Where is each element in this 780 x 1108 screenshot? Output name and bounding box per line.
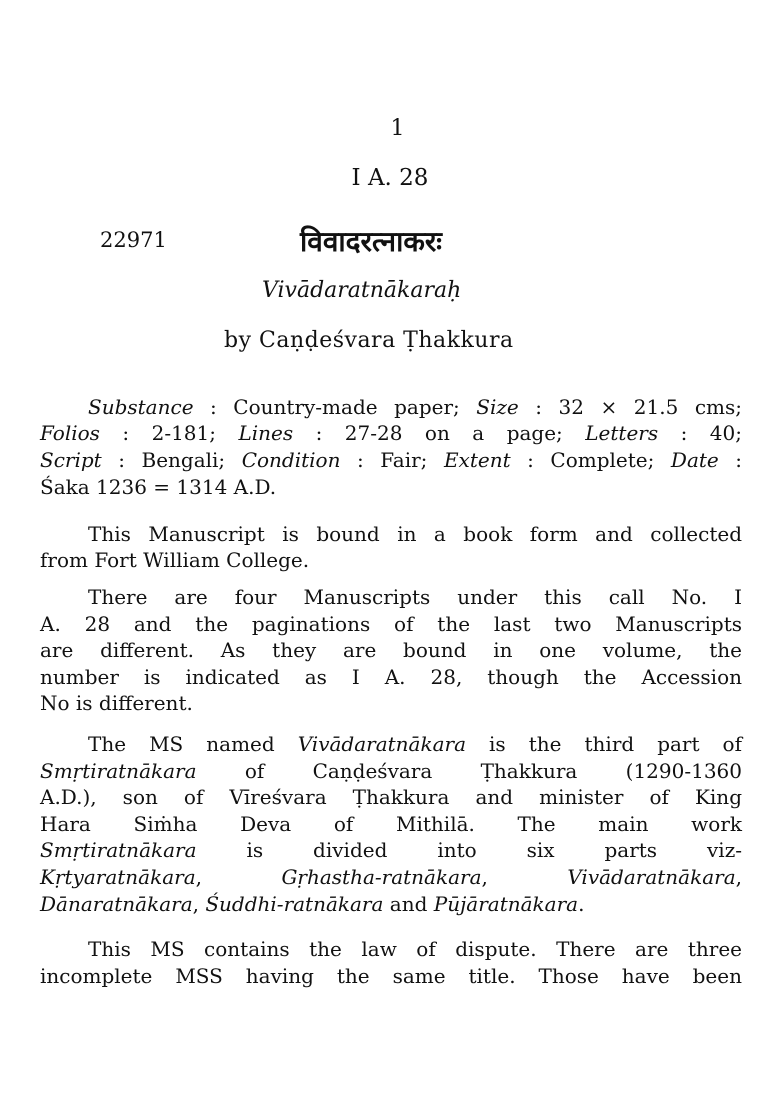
text-line xyxy=(40,420,742,446)
title-devanagari: विवादरत्नाकरः xyxy=(300,225,442,258)
italic-text: Script xyxy=(40,448,102,472)
text-run: Śaka 1236 = 1314 A.D. xyxy=(40,475,277,499)
text-line xyxy=(40,758,742,784)
text-line xyxy=(40,394,742,420)
italic-text: Gṛhastha-ratnākara xyxy=(281,865,482,889)
text-run: : 32 × 21.5 cms; xyxy=(518,395,743,419)
text-line xyxy=(40,447,742,473)
italic-text: Lines xyxy=(238,421,294,445)
text-run: A. 28 and the paginations of the last two Manuscripts xyxy=(40,612,742,636)
text-line xyxy=(40,637,742,663)
text-run: is divided into six parts viz- xyxy=(196,838,742,862)
text-run: number is indicated as I A. 28, though the Accession xyxy=(40,665,742,689)
italic-text: Smṛtiratnākara xyxy=(40,759,197,783)
text-run: , xyxy=(481,865,568,889)
text-run: The MS named xyxy=(88,732,298,756)
text-run: , xyxy=(195,865,282,889)
text-line xyxy=(40,784,742,810)
text-run: : 40; xyxy=(658,421,742,445)
text-line xyxy=(40,547,742,573)
italic-text: Vivādaratnākara xyxy=(567,865,736,889)
accession-number: 22971 xyxy=(100,228,167,252)
text-line xyxy=(40,936,742,962)
text-run: : Country-made paper; xyxy=(193,395,477,419)
text-run: : xyxy=(718,448,743,472)
text-run: This Manuscript is bound in a book form and collected xyxy=(88,522,742,546)
text-line xyxy=(40,521,742,547)
text-run: is the third part of xyxy=(466,732,742,756)
italic-text: Size xyxy=(476,395,519,419)
text-line xyxy=(40,837,742,863)
text-run: No is different. xyxy=(40,691,193,715)
text-run: and xyxy=(383,892,434,916)
text-line xyxy=(40,891,742,917)
text-line xyxy=(40,690,742,716)
text-run: . xyxy=(578,892,585,916)
italic-text: Substance xyxy=(88,395,194,419)
italic-text: Folios xyxy=(40,421,100,445)
call-number: I A. 28 xyxy=(351,165,429,191)
text-run: , xyxy=(192,892,206,916)
text-run: : Fair; xyxy=(340,448,444,472)
italic-text: Date xyxy=(670,448,719,472)
text-run: are different. As they are bound in one volume, the xyxy=(40,638,742,662)
text-run: : 27-28 on a page; xyxy=(293,421,586,445)
text-run: : Complete; xyxy=(510,448,671,472)
text-line xyxy=(40,731,742,757)
text-run: This MS contains the law of dispute. There are three xyxy=(88,937,742,961)
italic-text: Pūjāratnākara xyxy=(433,892,579,916)
text-line xyxy=(40,864,742,890)
italic-text: Extent xyxy=(443,448,511,472)
text-run: incomplete MSS having the same title. Those have been xyxy=(40,964,742,988)
italic-text: Śuddhi-ratnākara xyxy=(205,892,384,916)
text-line xyxy=(40,584,742,610)
italic-text: Smṛtiratnākara xyxy=(40,838,197,862)
italic-text: Vivādaratnākara xyxy=(297,732,467,756)
title-romanized: Vivādaratnākaraḥ xyxy=(262,278,462,303)
italic-text: Kṛtyaratnākara xyxy=(40,865,196,889)
text-line xyxy=(40,664,742,690)
text-line xyxy=(40,474,742,500)
page-number: 1 xyxy=(390,116,405,141)
text-line xyxy=(40,611,742,637)
text-line xyxy=(40,811,742,837)
text-run: : Bengali; xyxy=(101,448,242,472)
text-run: from Fort William College. xyxy=(40,548,310,572)
text-run: A.D.), son of Vīreśvara Ṭhakkura and minister of King xyxy=(40,785,742,809)
italic-text: Letters xyxy=(585,421,659,445)
text-run: There are four Manuscripts under this call No. I xyxy=(88,585,742,609)
italic-text: Dānaratnākara xyxy=(40,892,193,916)
text-run: , xyxy=(735,865,742,889)
text-run: of Caṇḍeśvara Ṭhakkura (1290-1360 xyxy=(196,759,742,783)
author-line: by Caṇḍeśvara Ṭhakkura xyxy=(224,328,514,353)
text-run: Hara Siṁha Deva of Mithilā. The main work xyxy=(40,812,742,836)
italic-text: Condition xyxy=(241,448,341,472)
text-run: : 2-181; xyxy=(99,421,239,445)
text-line xyxy=(40,963,742,989)
